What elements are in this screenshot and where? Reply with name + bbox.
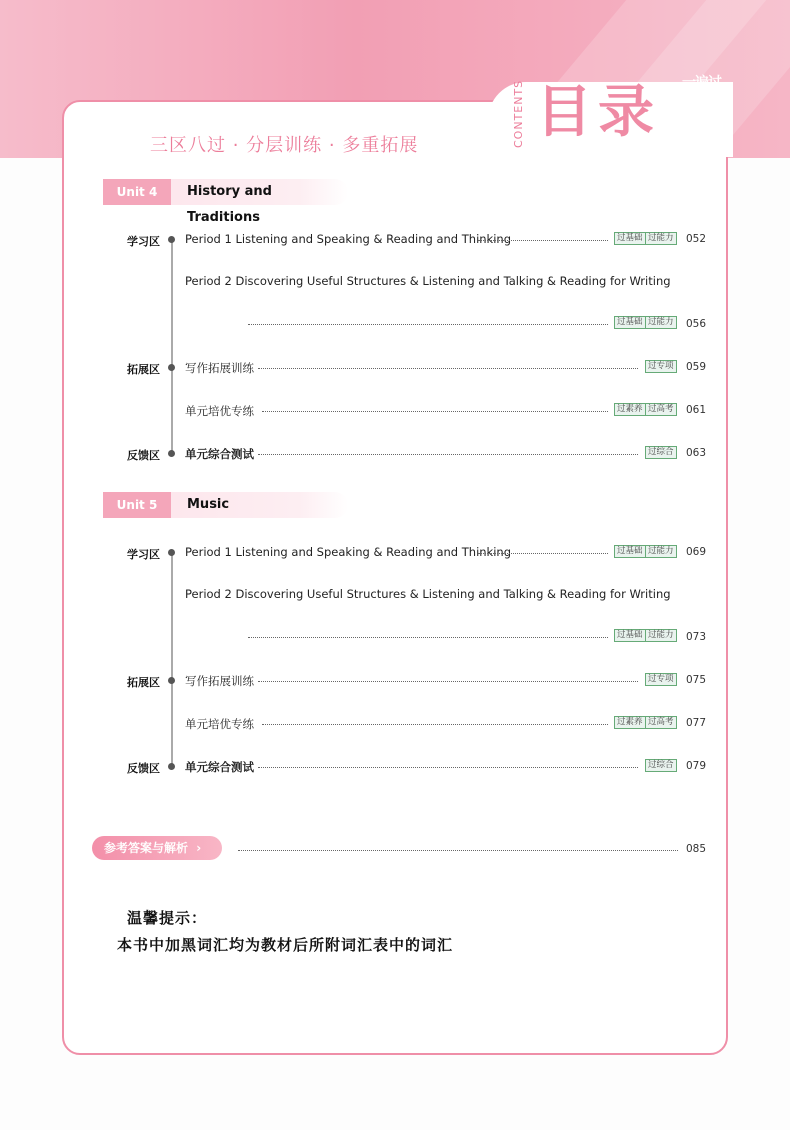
page-number: 075 [686, 674, 707, 686]
toc-entry[interactable]: 单元培优专练 [185, 404, 254, 418]
timeline-dot [168, 236, 175, 243]
badge: 过综合 [645, 759, 677, 772]
tip-title: 温馨提示： [127, 909, 208, 927]
page-number: 063 [686, 447, 707, 459]
toc-entry[interactable]: 单元综合测试 [185, 447, 254, 461]
chevron-right-icon: › [196, 841, 202, 855]
leader-dots [478, 240, 608, 241]
leader-dots [478, 553, 608, 554]
badge: 过能力 [645, 316, 677, 329]
page-number: 077 [686, 717, 707, 729]
badge: 过素养 [614, 716, 646, 729]
toc-entry[interactable]: 单元综合测试 [185, 760, 254, 774]
timeline-dot [168, 677, 175, 684]
toc-entry[interactable]: Period 2 Discovering Useful Structures & Listening and Talking & Reading for Writing [185, 587, 671, 601]
page-number: 079 [686, 760, 707, 772]
badge: 过能力 [645, 232, 677, 245]
toc-entry[interactable]: Period 2 Discovering Useful Structures & Listening and Talking & Reading for Writing [185, 274, 671, 288]
section-label: 学习区 [127, 235, 160, 248]
unit-header [103, 492, 348, 518]
section-label: 拓展区 [127, 363, 160, 376]
badge: 过素养 [614, 403, 646, 416]
badge: 过高考 [645, 716, 677, 729]
leader-dots [262, 411, 608, 412]
toc-entry[interactable]: Period 1 Listening and Speaking & Reading and Thinking [185, 545, 511, 559]
section-label: 反馈区 [127, 449, 160, 462]
tip-body: 本书中加黑词汇均为教材后所附词汇表中的词汇 [117, 936, 454, 954]
page-number: 052 [686, 233, 707, 245]
toc-entry[interactable]: 单元培优专练 [185, 717, 254, 731]
timeline-dot [168, 549, 175, 556]
badge: 过能力 [645, 545, 677, 558]
unit-header [103, 179, 348, 225]
section-label: 反馈区 [127, 762, 160, 775]
unit-label: Unit 4 [103, 179, 171, 205]
leader-dots [258, 767, 638, 768]
page-number: 069 [686, 546, 707, 558]
leader-dots [238, 850, 678, 851]
answers-label: 参考答案与解析 [104, 841, 189, 855]
badge: 过综合 [645, 446, 677, 459]
timeline-line [171, 238, 173, 454]
badge: 过基础 [614, 629, 646, 642]
leader-dots [258, 681, 638, 682]
badge: 过基础 [614, 232, 646, 245]
badge: 过专项 [645, 673, 677, 686]
page-number: 085 [686, 843, 707, 855]
unit-label: Unit 5 [103, 492, 171, 518]
page-title: 目录 [536, 80, 660, 145]
leader-dots [262, 724, 608, 725]
badge: 过基础 [614, 545, 646, 558]
slogan: 三区八过 · 分层训练 · 多重拓展 [150, 135, 419, 156]
badge: 过基础 [614, 316, 646, 329]
timeline-line [171, 551, 173, 767]
unit-name: History and Traditions [187, 184, 272, 225]
badge: 过能力 [645, 629, 677, 642]
badge: 过专项 [645, 360, 677, 373]
section-label: 学习区 [127, 548, 160, 561]
leader-dots [258, 454, 638, 455]
page-number: 061 [686, 404, 707, 416]
contents-label: CONTENTS [512, 79, 525, 148]
timeline-dot [168, 450, 175, 457]
leader-dots [248, 324, 608, 325]
series-logo: 一遍过 [682, 75, 721, 91]
page-number: 073 [686, 631, 707, 643]
section-label: 拓展区 [127, 676, 160, 689]
page-number: 056 [686, 318, 707, 330]
timeline-dot [168, 364, 175, 371]
answers-link[interactable] [92, 836, 222, 860]
page-number: 059 [686, 361, 707, 373]
unit-name: Music [187, 497, 230, 512]
toc-entry[interactable]: 写作拓展训练 [185, 674, 254, 688]
toc-entry[interactable]: 写作拓展训练 [185, 361, 254, 375]
badge: 过高考 [645, 403, 677, 416]
leader-dots [248, 637, 608, 638]
toc-entry[interactable]: Period 1 Listening and Speaking & Reading and Thinking [185, 232, 511, 246]
leader-dots [258, 368, 638, 369]
timeline-dot [168, 763, 175, 770]
